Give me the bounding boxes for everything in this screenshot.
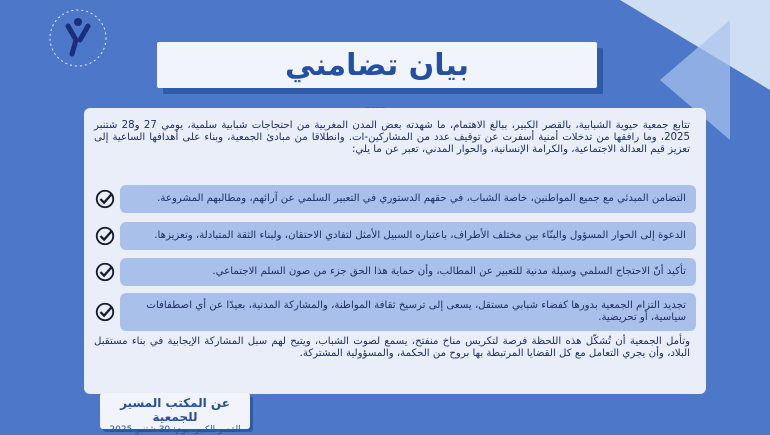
signature-box [100,393,250,435]
check-circle-icon [94,225,116,247]
item-text: تجديد التزام الجمعية بدورها كفضاء شبابي مستقل، يسعى إلى ترسيخ ثقافة المواطنة، والمشاركة المدنية، بعيدًا عن أي اصطفافات سياسية، أو تحريضية. [146,300,686,323]
item-text: التضامن المبدئي مع جميع المواطنين، خاصة الشباب، في حقهم الدستوري في التعبير السلمي عن آرائهم، ومطالبهم المشروعة. [157,193,686,204]
check-circle-icon [94,188,116,210]
youth-logo-icon [68,26,88,54]
closing-paragraph: وتأمل الجمعية أن تُشكّل هذه اللحظة فرصة لتكريس مناخ منفتح، يسمع لصوت الشباب، ويتيح لهم سبل المشاركة الإيجابية في بناء مستقبل البلاد، وأن يجري التعامل مع كل القضايا المرتبطة بها بروح من الحكمة، والمسؤولية المشتركة. [94,336,690,359]
item-text: تأكيد أنّ الاحتجاج السلمي وسيلة مدنية للتعبير عن المطالب، وأن حماية هذا الحق جزء من صون السلم الاجتماعي. [212,266,686,277]
list-item [92,221,696,251]
check-circle-icon [94,301,116,323]
list-item [92,292,696,332]
list-item [92,184,696,214]
page-title: بيان تضامني [284,47,470,83]
place-date-text: القصر الكبير، يوم: 30 شتنبر 2025 [109,425,241,435]
list-item [92,257,696,287]
statement-panel [84,108,706,394]
signature-text: عن المكتب المسير للجمعية [120,396,230,424]
intro-paragraph: تتابع جمعية حيوية الشبابية، بالقصر الكبير، ببالغ الاهتمام، ما شهدته بعض المدن المغربية من احتجاجات شبابية سلمية، يومي 27 و28 شتنبر 2025، وما رافقها من تدخلات أمنية أسفرت عن توقيف عدد من المشاركين-ات. وانطلاقا من مبادئ الجمعية، وبناء على أهدافها الساعية إلى تعزيز قيم العدالة الاجتماعية، والكرامة الإنسانية، والحوار المدني، تعبر عن ما يلي: [94,120,690,155]
check-circle-icon [94,261,116,283]
title-banner [157,42,597,88]
association-logo [22,4,162,74]
item-text: الدعوة إلى الحوار المسؤول والبنّاء بين مختلف الأطراف، باعتباره السبيل الأمثل لتفادي الاحتقان، ولبناء الثقة المتبادلة، وتعزيزها. [154,230,686,241]
